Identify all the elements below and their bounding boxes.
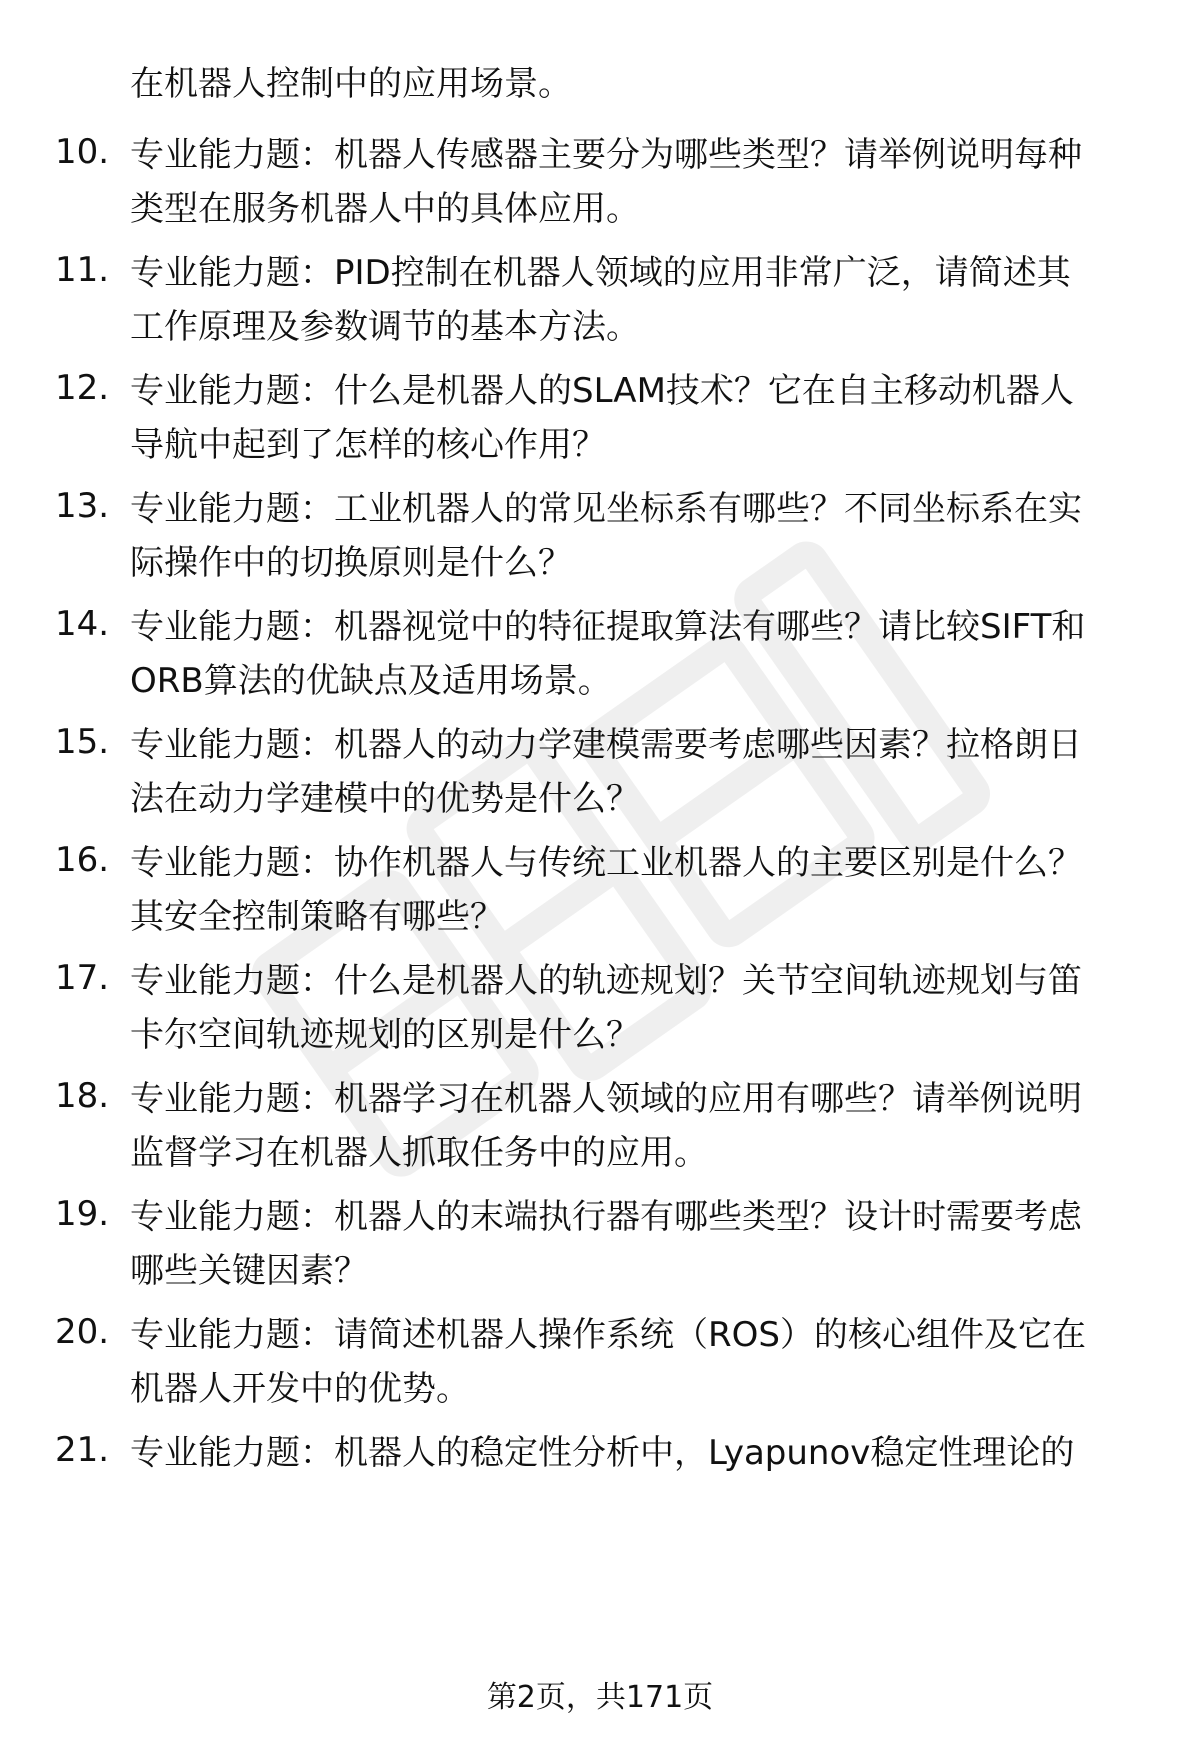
item-line: 其安全控制策略有哪些？ [130,897,504,937]
item-line: 工作原理及参数调节的基本方法。 [130,307,640,347]
item-line: 专业能力题：什么是机器人的SLAM技术？它在自主移动机器人 [130,371,1074,411]
item-line: 专业能力题：请简述机器人操作系统（ROS）的核心组件及它在 [130,1315,1086,1355]
item-text [130,1308,1155,1416]
item-text [130,1072,1155,1180]
item-number: 16. [55,840,110,880]
item-text [130,482,1155,590]
item-line: 专业能力题：工业机器人的常见坐标系有哪些？不同坐标系在实 [130,489,1082,529]
item-number: 19. [55,1194,110,1234]
item-line: 专业能力题：机器视觉中的特征提取算法有哪些？请比较SIFT和 [130,607,1086,647]
item-line: ORB算法的优缺点及适用场景。 [130,661,612,701]
item-text [130,364,1155,472]
item-line: 导航中起到了怎样的核心作用？ [130,425,606,465]
item-number: 18. [55,1076,110,1116]
item-line: 哪些关键因素？ [130,1251,368,1291]
item-number: 11. [55,250,110,290]
item-text [130,718,1155,826]
item-text [130,600,1155,708]
item-line: 卡尔空间轨迹规划的区别是什么？ [130,1015,640,1055]
continuation-text: 在机器人控制中的应用场景。 [130,64,572,104]
item-text [130,128,1155,236]
item-line: 专业能力题：机器人的动力学建模需要考虑哪些因素？拉格朗日 [130,725,1082,765]
page-footer: 第2页，共171页 [486,1680,714,1715]
item-text [130,1426,1155,1480]
item-line: 专业能力题：协作机器人与传统工业机器人的主要区别是什么？ [130,843,1082,883]
item-number: 13. [55,486,110,526]
item-line: 际操作中的切换原则是什么？ [130,543,572,583]
item-text [130,836,1155,944]
item-line: 专业能力题：什么是机器人的轨迹规划？关节空间轨迹规划与笛 [130,961,1082,1001]
item-number: 14. [55,604,110,644]
item-line: 监督学习在机器人抓取任务中的应用。 [130,1133,708,1173]
item-number: 20. [55,1312,110,1352]
item-line: 专业能力题：机器人的末端执行器有哪些类型？设计时需要考虑 [130,1197,1082,1237]
item-line: 法在动力学建模中的优势是什么？ [130,779,640,819]
item-number: 17. [55,958,110,998]
item-number: 21. [55,1430,110,1470]
item-text [130,1190,1155,1298]
item-text [130,246,1155,354]
item-line: 专业能力题：PID控制在机器人领域的应用非常广泛，请简述其 [130,253,1071,293]
item-line: 专业能力题：机器学习在机器人领域的应用有哪些？请举例说明 [130,1079,1082,1119]
item-line: 专业能力题：机器人的稳定性分析中，Lyapunov稳定性理论的 [130,1433,1075,1473]
item-line: 机器人开发中的优势。 [130,1369,470,1409]
item-number: 15. [55,722,110,762]
item-line: 类型在服务机器人中的具体应用。 [130,189,640,229]
item-number: 12. [55,368,110,408]
item-text [130,954,1155,1062]
item-line: 专业能力题：机器人传感器主要分为哪些类型？请举例说明每种 [130,135,1082,175]
item-number: 10. [55,132,110,172]
